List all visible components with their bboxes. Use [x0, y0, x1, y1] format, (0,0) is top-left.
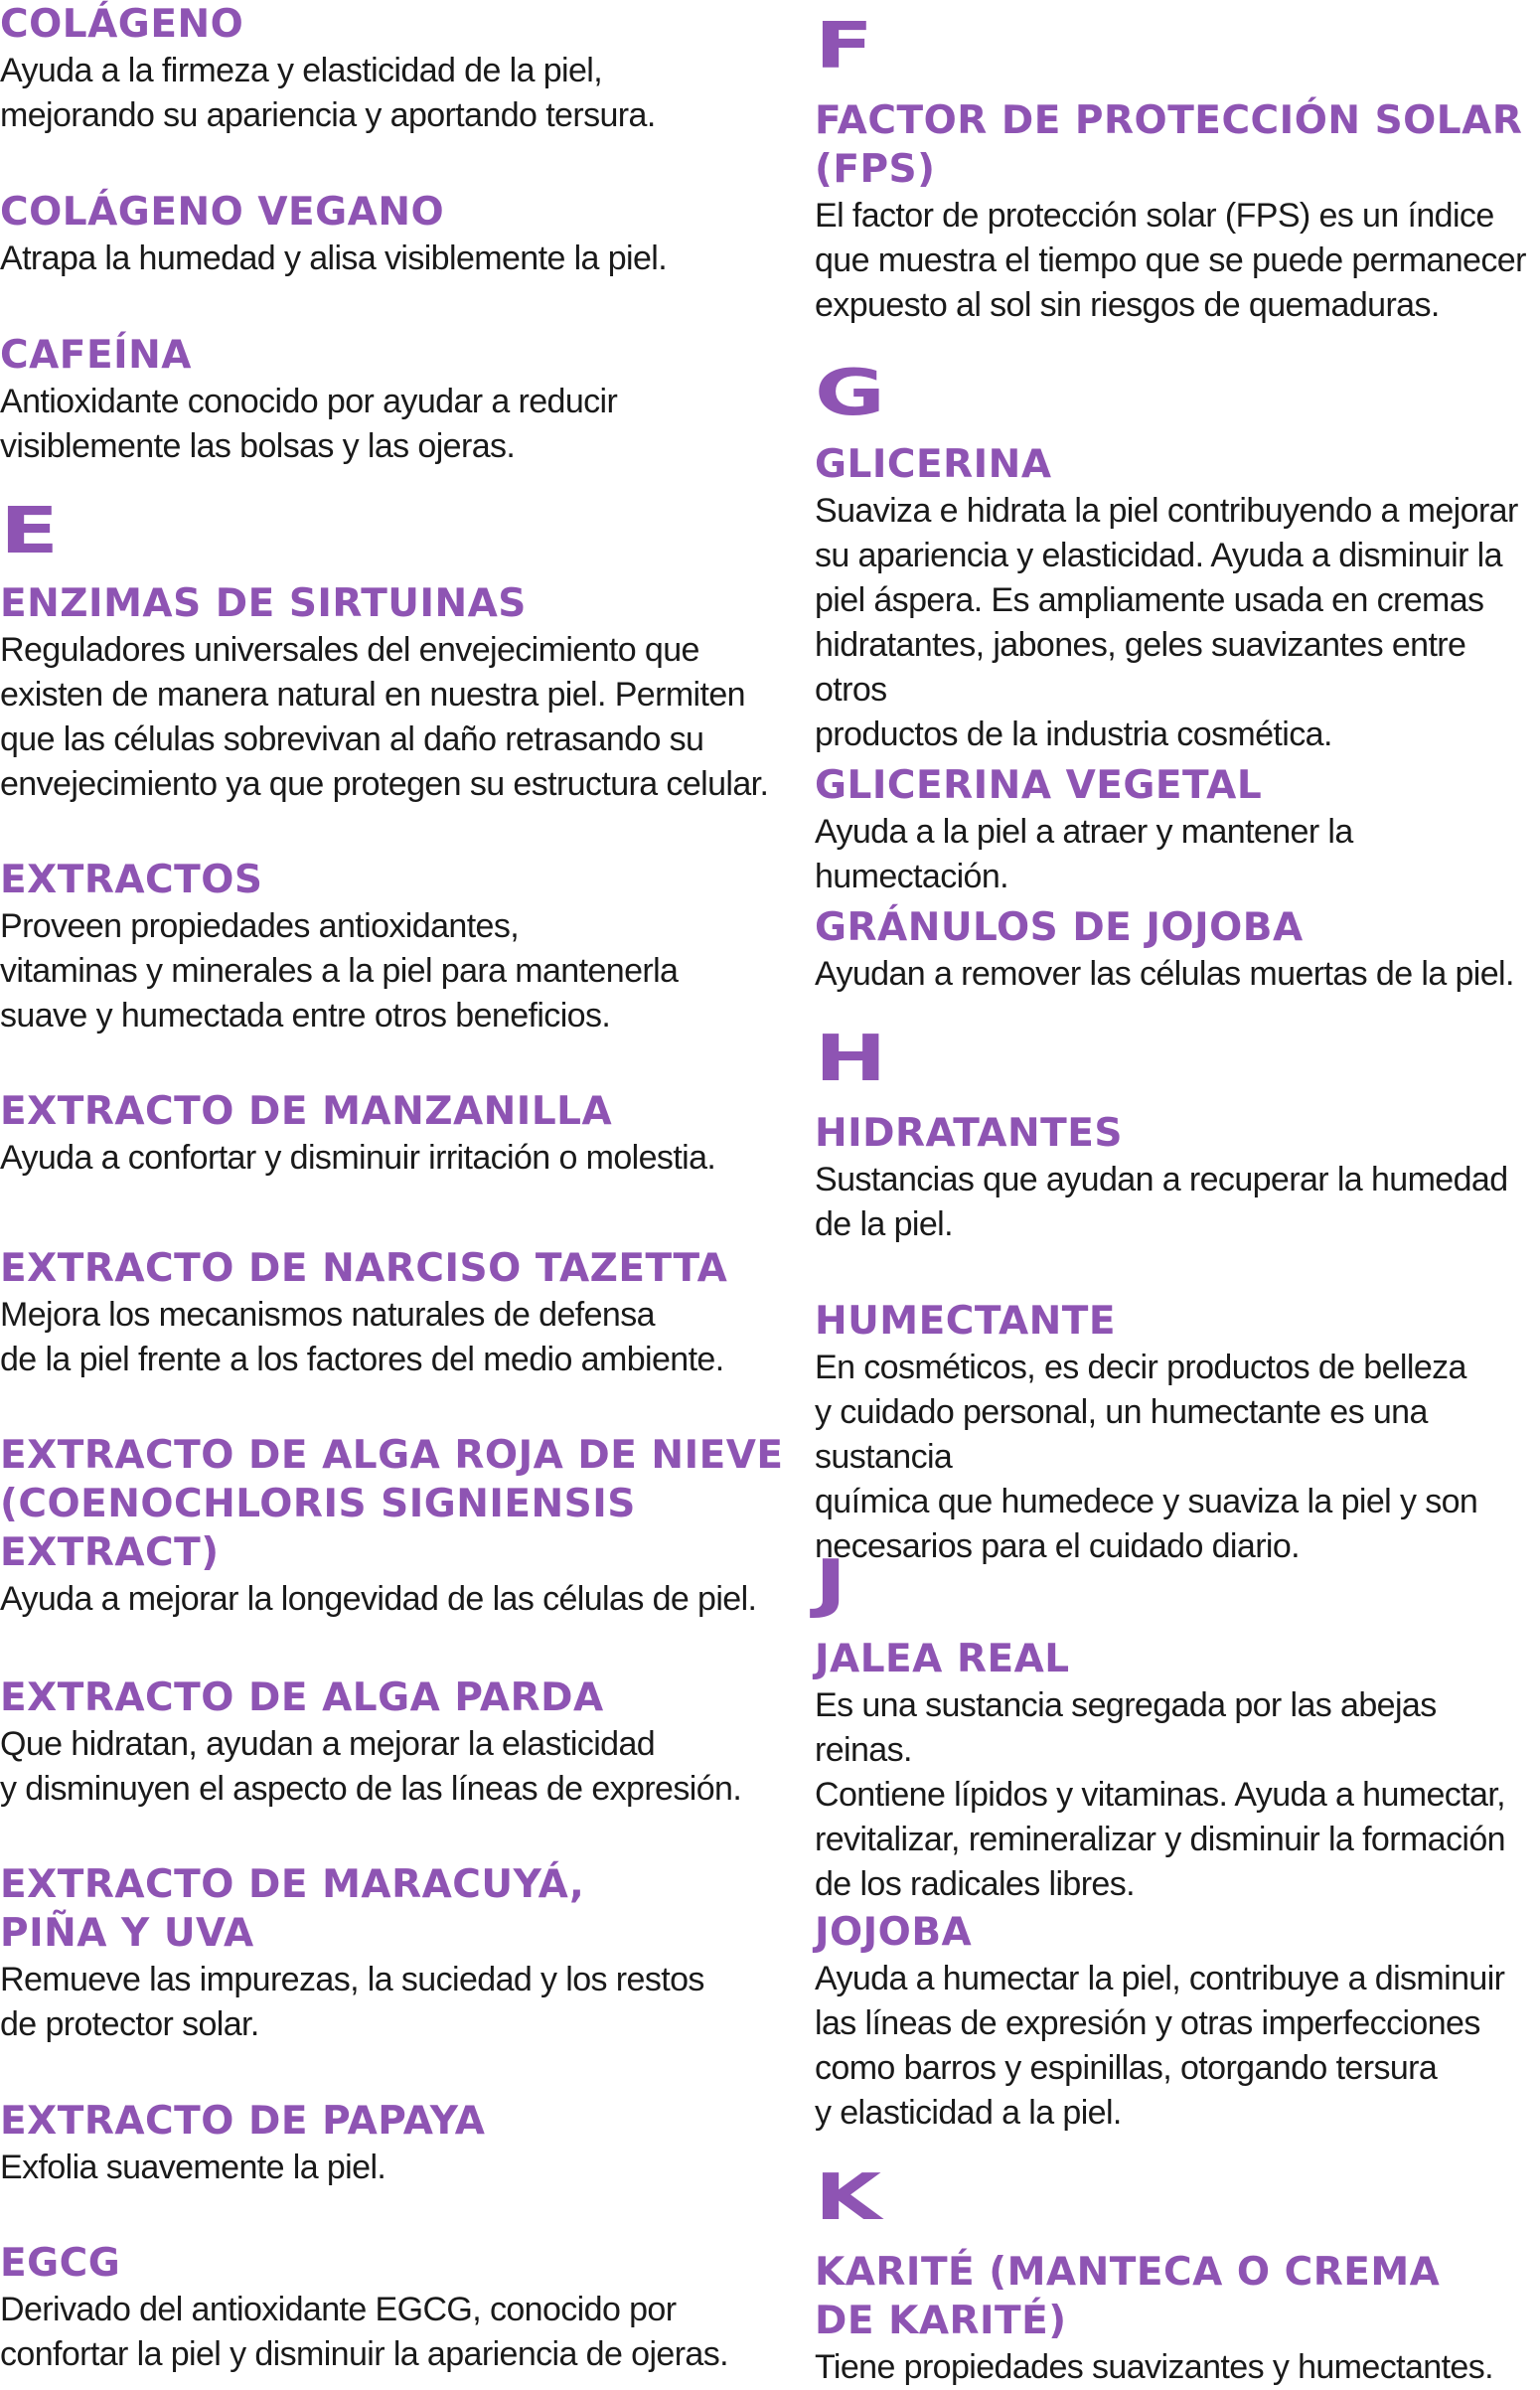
section-letter-h: H: [815, 1023, 887, 1096]
entry-term: EXTRACTO DE ALGA PARDA: [0, 1675, 604, 1720]
entry-definition: El factor de protección solar (FPS) es un índice que muestra el tiempo que se puede permanecer expuesto al sol sin riesgos de quemaduras.: [815, 197, 1526, 324]
section-letter-f: F: [815, 10, 874, 83]
glossary-entry-extracto-de-papaya: [0, 2097, 785, 2190]
entry-definition: Ayuda a la piel a atraer y mantener la humectación.: [815, 813, 1353, 895]
section-letter-g: G: [815, 357, 885, 430]
entry-definition: Tiene propiedades suavizantes y humectantes.: [815, 2348, 1493, 2386]
entry-term: EGCG: [0, 2241, 121, 2286]
entry-term: GLICERINA: [815, 442, 1052, 487]
glossary-entry-factor-de-proteccion-solar: [815, 96, 1540, 328]
glossary-entry-karite: [815, 2248, 1540, 2390]
entry-term: COLÁGENO: [0, 2, 244, 47]
entry-definition: Ayuda a la firmeza y elasticidad de la piel, mejorando su apariencia y aportando tersura.: [0, 52, 656, 134]
glossary-entry-egcg: [0, 2239, 785, 2377]
entry-term: KARITÉ (MANTECA O CREMA DE KARITÉ): [815, 2250, 1441, 2343]
entry-definition: Remueve las impurezas, la suciedad y los restos de protector solar.: [0, 1961, 704, 2043]
section-letter-e: E: [0, 495, 60, 568]
entry-term: GRÁNULOS DE JOJOBA: [815, 905, 1304, 950]
entry-definition: Ayuda a mejorar la longevidad de las células de piel.: [0, 1580, 757, 1618]
glossary-entry-extracto-de-maracuya-pina-y-uva: [0, 1860, 785, 2047]
entry-definition: Suaviza e hidrata la piel contribuyendo a mejorar su apariencia y elasticidad. Ayuda a disminuir la piel áspera. Es ampliamente usada en cremas hidratantes, jabones, geles suavizantes entre otros productos de la industria cosmética.: [815, 492, 1518, 753]
glossary-entry-jalea-real: [815, 1635, 1540, 1907]
glossary-entry-extracto-de-alga-parda: [0, 1673, 785, 1812]
section-letter-j: J: [815, 1547, 847, 1621]
entry-term: EXTRACTO DE ALGA ROJA DE NIEVE (COENOCHLORIS SIGNIENSIS EXTRACT): [0, 1433, 784, 1575]
entry-term: HUMECTANTE: [815, 1299, 1117, 1344]
glossary-entry-extractos: [0, 856, 785, 1038]
entry-term: GLICERINA VEGETAL: [815, 763, 1263, 808]
entry-definition: En cosméticos, es decir productos de belleza y cuidado personal, un humectante es una sustancia química que humedece y suaviza la piel y son necesarios para el cuidado diario.: [815, 1349, 1478, 1565]
entry-term: EXTRACTO DE PAPAYA: [0, 2099, 486, 2144]
entry-term: EXTRACTOS: [0, 858, 263, 902]
entry-definition: Antioxidante conocido por ayudar a reducir visiblemente las bolsas y las ojeras.: [0, 383, 618, 465]
entry-definition: Reguladores universales del envejecimiento que existen de manera natural en nuestra piel. Permiten que las células sobrevivan al daño retrasando su envejecimiento ya que protegen su estructura celular.: [0, 631, 769, 803]
glossary-entry-colageno-vegano: [0, 188, 785, 281]
glossary-entry-extracto-de-alga-roja-de-nieve: [0, 1431, 785, 1622]
entry-term: COLÁGENO VEGANO: [0, 190, 445, 235]
entry-definition: Ayudan a remover las células muertas de la piel.: [815, 955, 1514, 993]
entry-definition: Exfolia suavemente la piel.: [0, 2149, 386, 2186]
glossary-entry-extracto-de-manzanilla: [0, 1087, 785, 1181]
entry-term: FACTOR DE PROTECCIÓN SOLAR (FPS): [815, 98, 1523, 192]
glossary-entry-extracto-de-narciso-tazetta: [0, 1244, 785, 1382]
entry-definition: Ayuda a humectar la piel, contribuye a disminuir las líneas de expresión y otras imperfecciones como barros y espinillas, otorgando tersura y elasticidad a la piel.: [815, 1960, 1505, 2132]
entry-term: EXTRACTO DE MARACUYÁ, PIÑA Y UVA: [0, 1862, 585, 1956]
glossary-entry-enzimas-de-sirtuinas: [0, 579, 785, 807]
entry-definition: Ayuda a confortar y disminuir irritación o molestia.: [0, 1139, 716, 1177]
entry-term: CAFEÍNA: [0, 333, 192, 378]
entry-definition: Que hidratan, ayudan a mejorar la elasticidad y disminuyen el aspecto de las líneas de expresión.: [0, 1725, 742, 1808]
section-letter-k: K: [815, 2161, 881, 2235]
glossary-entry-humectante: [815, 1297, 1540, 1569]
entry-term: HIDRATANTES: [815, 1111, 1123, 1156]
glossary-entry-jojoba: [815, 1908, 1540, 2136]
glossary-entry-glicerina: [815, 440, 1540, 757]
entry-term: ENZIMAS DE SIRTUINAS: [0, 581, 527, 626]
entry-term: JOJOBA: [815, 1910, 973, 1955]
entry-term: EXTRACTO DE MANZANILLA: [0, 1089, 613, 1134]
glossary-entry-hidratantes: [815, 1109, 1540, 1247]
entry-definition: Mejora los mecanismos naturales de defensa de la piel frente a los factores del medio ambiente.: [0, 1296, 724, 1378]
entry-term: EXTRACTO DE NARCISO TAZETTA: [0, 1246, 728, 1291]
entry-term: JALEA REAL: [815, 1637, 1070, 1681]
entry-definition: Derivado del antioxidante EGCG, conocido por confortar la piel y disminuir la apariencia de ojeras.: [0, 2291, 728, 2373]
entry-definition: Sustancias que ayudan a recuperar la humedad de la piel.: [815, 1161, 1508, 1243]
glossary-entry-colageno: [0, 0, 785, 138]
entry-definition: Es una sustancia segregada por las abejas reinas. Contiene lípidos y vitaminas. Ayuda a humectar, revitalizar, remineralizar y disminuir la formación de los radicales libres.: [815, 1686, 1506, 1903]
glossary-entry-granulos-de-jojoba: [815, 903, 1540, 997]
entry-definition: Proveen propiedades antioxidantes, vitaminas y minerales a la piel para mantenerla suave y humectada entre otros beneficios.: [0, 907, 679, 1035]
glossary-entry-cafeina: [0, 331, 785, 469]
glossary-entry-glicerina-vegetal: [815, 761, 1540, 899]
entry-definition: Atrapa la humedad y alisa visiblemente la piel.: [0, 239, 668, 277]
